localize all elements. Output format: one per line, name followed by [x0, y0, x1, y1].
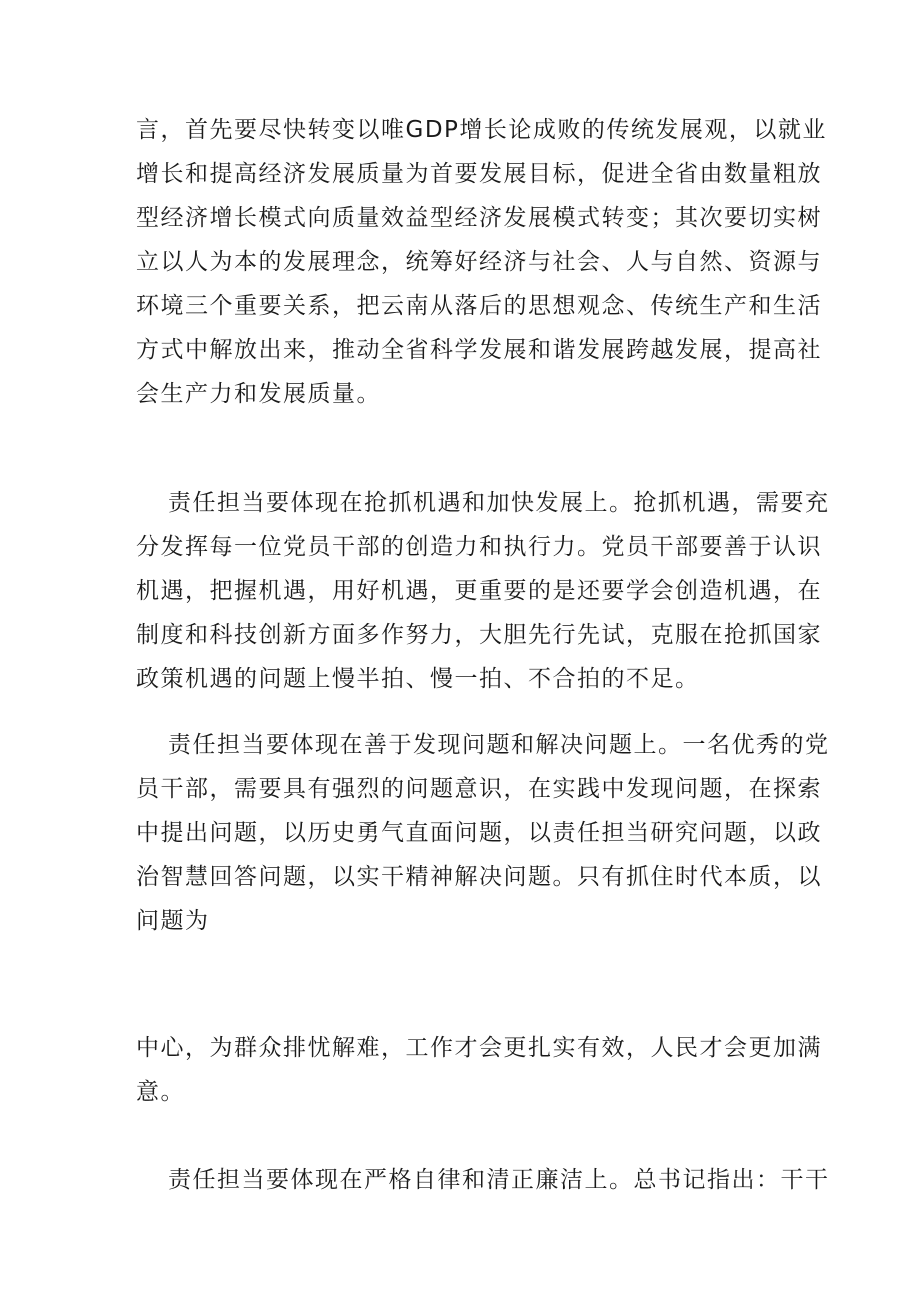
- text-line: 政策机遇的问题上慢半拍、慢一拍、不合拍的不足。: [136, 666, 700, 692]
- paragraph-1: [136, 108, 827, 416]
- paragraph-3: [136, 723, 830, 943]
- text-line: 分发挥每一位党员干部的创造力和执行力。党员干部要善于认识: [136, 534, 822, 560]
- paragraph-5: [136, 1158, 830, 1202]
- text-line: 立以人为本的发展理念，统筹好经济与社会、人与自然、资源与: [136, 249, 822, 275]
- text-line: 言，首先要尽快转变以唯GDP增长论成败的传统发展观，以就业: [136, 117, 827, 143]
- text-line: 方式中解放出来，推动全省科学发展和谐发展跨越发展，提高社: [136, 337, 822, 363]
- text-line: 责任担当要体现在严格自律和清正廉洁上。总书记指出：干干: [168, 1167, 830, 1193]
- text-line: 责任担当要体现在善于发现问题和解决问题上。一名优秀的党: [168, 732, 830, 758]
- text-line: 增长和提高经济发展质量为首要发展目标，促进全省由数量粗放: [136, 161, 822, 187]
- text-line: 意。: [136, 1079, 185, 1105]
- text-line: 机遇，把握机遇，用好机遇，更重要的是还要学会创造机遇，在: [136, 578, 822, 604]
- text-line: 制度和科技创新方面多作努力，大胆先行先试，克服在抢抓国家: [136, 622, 822, 648]
- text-line: 问题为: [136, 908, 210, 934]
- text-line: 治智慧回答问题，以实干精神解决问题。只有抓住时代本质，以: [136, 864, 822, 890]
- text-line: 责任担当要体现在抢抓机遇和加快发展上。抢抓机遇，需要充: [168, 490, 830, 516]
- text-line: 员干部，需要具有强烈的问题意识，在实践中发现问题，在探索: [136, 776, 822, 802]
- text-line: 中提出问题，以历史勇气直面问题，以责任担当研究问题，以政: [136, 820, 822, 846]
- text-line: 型经济增长模式向质量效益型经济发展模式转变；其次要切实树: [136, 205, 822, 231]
- text-line: 环境三个重要关系，把云南从落后的思想观念、传统生产和生活: [136, 293, 822, 319]
- text-line: 中心，为群众排忧解难，工作才会更扎实有效，人民才会更加满: [136, 1035, 822, 1061]
- paragraph-2: [136, 481, 830, 701]
- paragraph-4: [136, 1026, 822, 1114]
- text-line: 会生产力和发展质量。: [136, 381, 381, 407]
